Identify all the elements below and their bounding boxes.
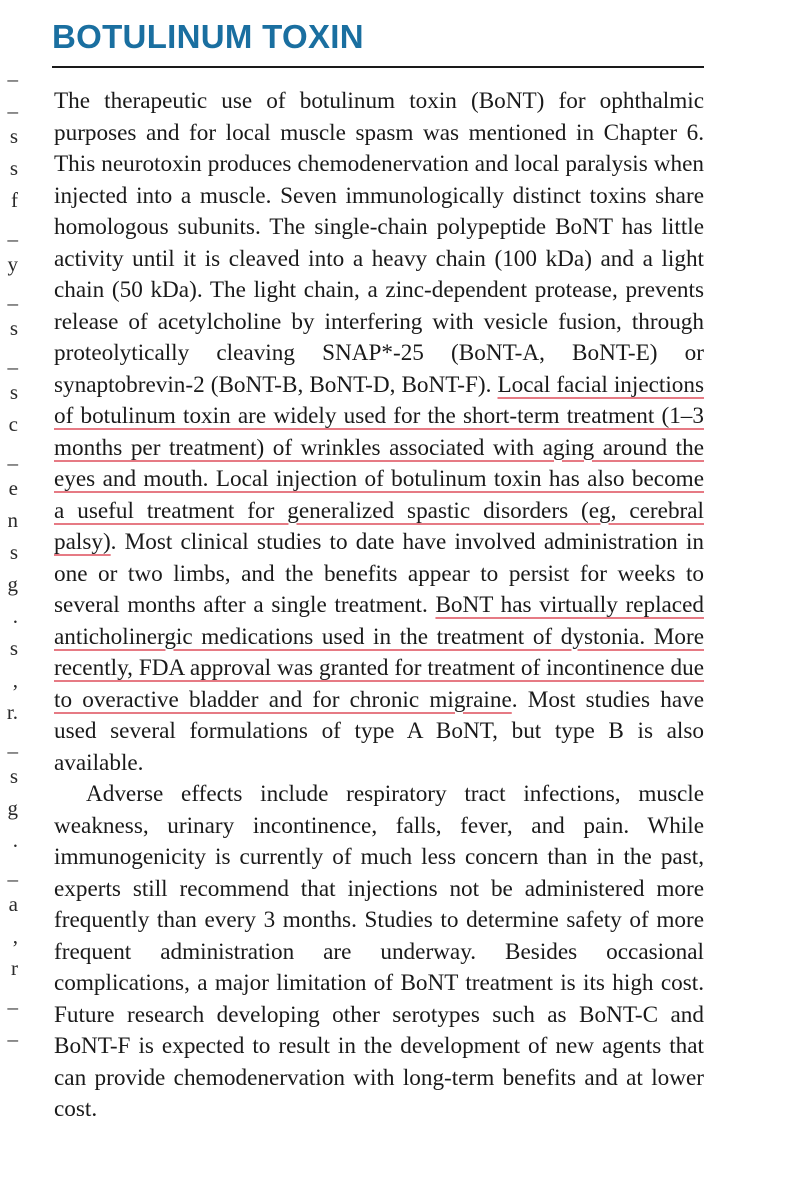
edge-mark: c (8, 412, 18, 436)
edge-mark: s (9, 156, 18, 180)
heading-rule (52, 66, 704, 68)
edge-mark: . (12, 828, 18, 852)
edge-mark: _ (7, 1020, 18, 1044)
edge-mark: _ (7, 348, 18, 372)
text-segment: . Most clinical studies to date have involved administration in one or two limbs, and the benefits appear to persist for weeks to several months after a single treatment. (54, 529, 704, 618)
section-heading: BOTULINUM TOXIN (52, 18, 364, 55)
edge-mark: _ (7, 284, 18, 308)
edge-mark: s (9, 636, 18, 660)
edge-mark: _ (7, 988, 18, 1012)
edge-mark: y (7, 252, 18, 276)
highlighted-passage-facial-injections: Local facial injections of botulinum toxin are widely used for the short-term treatment (1–3 months per treatment) of wrinkles associated with aging around the eyes and mouth. Local injection of botulinum toxin has also become a useful treatment for generalized spastic disorders (eg, cerebral palsy) (54, 371, 705, 555)
edge-mark: _ (7, 732, 18, 756)
edge-mark: , (12, 668, 18, 692)
edge-mark: _ (7, 220, 18, 244)
edge-mark: f (11, 188, 18, 212)
edge-mark: _ (7, 860, 18, 884)
text-segment: The therapeutic use of botulinum toxin (BoNT) for ophthalmic purposes and for local muscle spasm was mentioned in Chapter 6. This neurotoxin produces chemodenervation and local paralysis when injected into a muscle. Seven immunologically distinct toxins share homologous subunits. The single-chain polypeptide BoNT has little activity until it is cleaved into a heavy chain (100 kDa) and a light chain (50 kDa). The light chain, a zinc-dependent protease, prevents release of acetylcholine by interfering with vesicle fusion, through proteolytically cleaving SNAP*-25 (BoNT-A, BoNT-E) or synaptobrevin-2 (BoNT-B, BoNT-D, BoNT-F). (54, 88, 704, 398)
edge-mark: n (7, 508, 18, 532)
edge-mark: s (9, 316, 18, 340)
edge-mark: s (9, 380, 18, 404)
edge-mark: s (9, 124, 18, 148)
edge-mark: s (9, 764, 18, 788)
paragraph-1 (54, 86, 704, 779)
edge-mark: e (8, 476, 18, 500)
edge-mark: r (11, 956, 18, 980)
body-text (54, 86, 704, 1126)
edge-mark: r. (6, 700, 18, 724)
text-segment: . Most studies have used several formulations of type A BoNT, but type B is also available. (54, 686, 705, 776)
edge-mark: g (7, 572, 18, 596)
adjacent-page-margin (0, 0, 18, 1200)
text-segment: Adverse effects include respiratory tract infections, muscle weakness, urinary incontinence, falls, fever, and pain. While immunogenicity is currently of much less concern than in the past, experts still recommend that injections not be administered more frequently than every 3 months. Studies to determine safety of more frequent administration are underway. Besides occasional complications, a major limitation of BoNT treatment is its high cost. Future research developing other serotypes such as BoNT-C and BoNT-F is expected to result in the development of new agents that can provide chemodenervation with long-term benefits and at lower cost. (54, 781, 704, 1122)
edge-mark: s (9, 540, 18, 564)
edge-mark: g (7, 796, 18, 820)
edge-mark: _ (7, 60, 18, 84)
edge-mark: , (12, 924, 18, 948)
edge-mark: a (8, 892, 18, 916)
edge-mark: _ (7, 92, 18, 116)
paragraph-2 (54, 779, 704, 1126)
edge-mark: _ (7, 444, 18, 468)
edge-mark: . (12, 604, 18, 628)
highlighted-passage-dystonia: BoNT has virtually replaced anticholinergic medications used in the treatment of dystonia. More recently, FDA approval was granted for treatment of incontinence due to overactive bladder and for chronic migraine (54, 592, 704, 713)
